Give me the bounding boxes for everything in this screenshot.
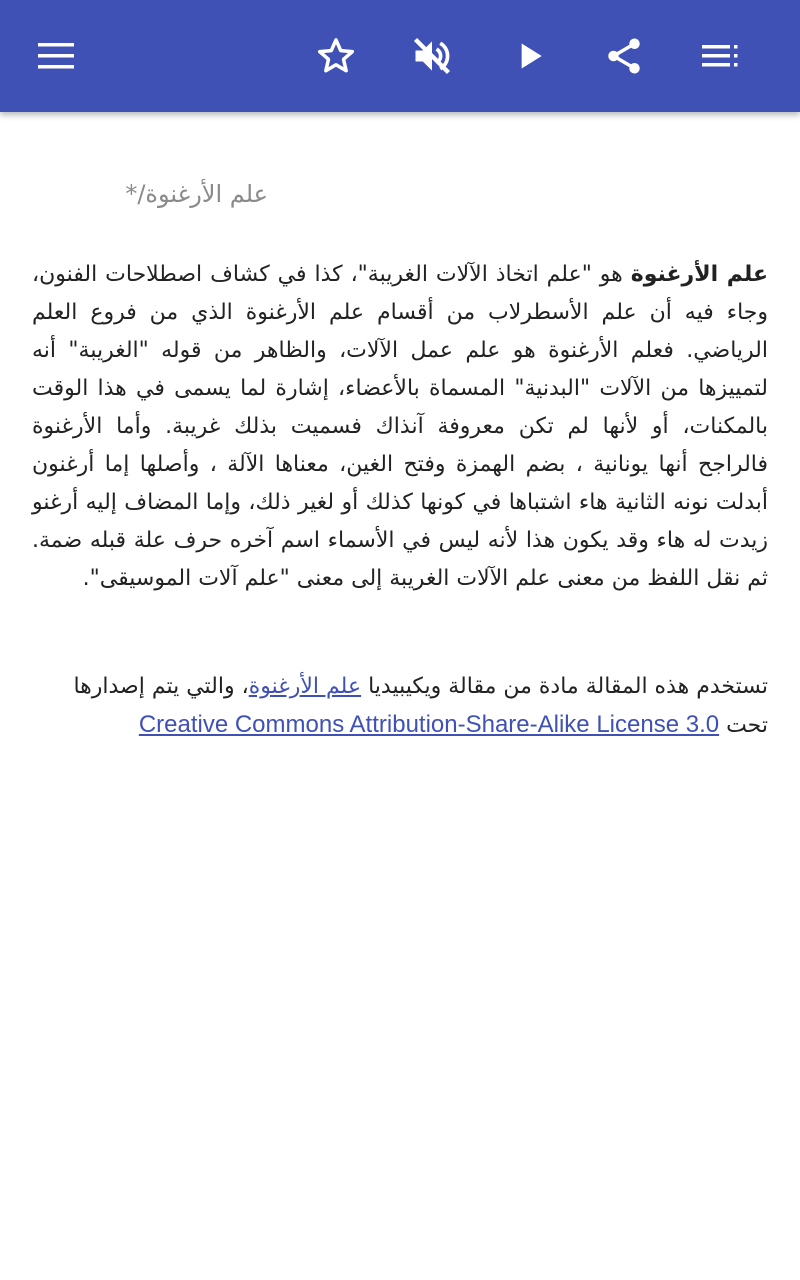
license-prefix: تستخدم هذه المقالة مادة من مقالة ويكيبيديا	[361, 674, 768, 699]
article-term: علم الأرغنوة	[630, 262, 768, 287]
menu-icon	[36, 36, 76, 76]
article-text: هو "علم اتخاذ الآلات الغريبة"، كذا في كشاف اصطلاحات الفنون، وجاء فيه أن علم الأسطرلاب من أقسام علم الأرغنوة الذي من فروع العلم الرياضي. فعلم الأرغنوة هو علم عمل الآلات، والظاهر من قوله "الغريبة" أنه لتمييزها من الآلات "البدنية" المسماة بالأعضاء، إشارة لما يسمى في هذا الوقت بالمكنات، أو لأنها لم تكن معروفة آنذاك فسميت بذلك غريبة. وأما الأرغنوة فالراجح أنها يونانية ، بضم الهمزة وفتح الغين، معناها الآلة ، وأصلها إما أرغنون أبدلت نونه الثانية هاء اشتباها في كونها كذلك أو لغير ذلك، وإما المضاف إليه أرغنو زيدت له هاء وقد يكون هذا لأنه ليس في الأسماء اسم آخره حرف علة قبله ضمة. ثم نقل اللفظ من معنى علم الآلات الغريبة إلى معنى "علم آلات الموسيقى".	[32, 262, 768, 591]
play-icon	[510, 36, 550, 76]
breadcrumb-home[interactable]: *	[125, 180, 138, 208]
volume-off-icon	[410, 34, 454, 78]
breadcrumb-separator: /	[137, 180, 146, 208]
play-button[interactable]	[490, 16, 570, 96]
playlist-button[interactable]	[680, 16, 760, 96]
menu-button[interactable]	[16, 16, 96, 96]
wikipedia-article-link[interactable]: علم الأرغنوة	[248, 674, 362, 699]
app-bar	[0, 0, 800, 112]
breadcrumb-title[interactable]: علم الأرغنوة	[145, 180, 268, 208]
share-icon	[603, 35, 645, 77]
favorite-button[interactable]	[296, 16, 376, 96]
license-link[interactable]: Creative Commons Attribution-Share-Alike License 3.0	[138, 711, 720, 738]
star-outline-icon	[315, 35, 357, 77]
playlist-icon	[700, 36, 740, 76]
license-notice	[32, 668, 768, 745]
mute-button[interactable]	[392, 16, 472, 96]
share-button[interactable]	[584, 16, 664, 96]
breadcrumb	[48, 180, 268, 228]
license-middle: ، والتي يتم إصدارها تحت	[73, 674, 768, 738]
article-body	[32, 256, 768, 598]
